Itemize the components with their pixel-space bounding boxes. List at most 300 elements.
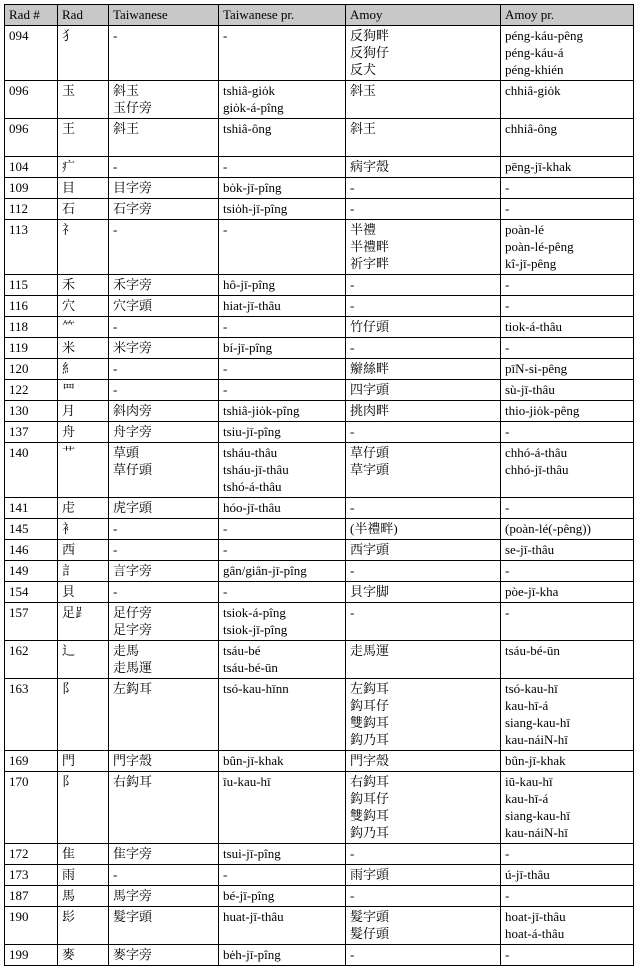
cell-amoy-name: [346, 359, 501, 380]
cell-line: bûn-jī-khak: [223, 753, 284, 768]
cell-line: 草頭: [113, 445, 140, 460]
cell-rad-number: [5, 380, 58, 401]
cell-taiwanese-name: [109, 751, 219, 772]
cell-line: 096: [9, 121, 29, 136]
cell-line: tiok-á-thâu: [505, 319, 563, 334]
table-row: [5, 865, 634, 886]
table-row: [5, 772, 634, 844]
cell-line: 116: [9, 298, 29, 313]
table-row: [5, 844, 634, 865]
cell-radical: [58, 945, 109, 966]
cell-line: 阝: [62, 681, 76, 696]
cell-rad-number: [5, 751, 58, 772]
cell-line: tshiâ-ông: [223, 121, 272, 136]
table-row: [5, 907, 634, 945]
cell-amoy-pronunciation: [501, 220, 634, 275]
cell-taiwanese-pronunciation: [219, 561, 346, 582]
cell-line: -: [113, 319, 118, 334]
cell-amoy-name: [346, 844, 501, 865]
cell-line: 舟字旁: [113, 424, 153, 439]
cell-taiwanese-name: [109, 498, 219, 519]
cell-line: tsó-kau-hīnn: [223, 681, 289, 696]
cell-amoy-name: [346, 26, 501, 81]
cell-line: 辶: [62, 643, 76, 658]
cell-radical: [58, 317, 109, 338]
cell-line: -: [505, 180, 510, 195]
cell-line: kau-hī-á: [505, 791, 549, 806]
cell-line: -: [505, 947, 510, 962]
table-row: [5, 81, 634, 119]
table-row: [5, 275, 634, 296]
cell-taiwanese-name: [109, 119, 219, 157]
cell-amoy-pronunciation: [501, 907, 634, 945]
header-row: [5, 5, 634, 26]
cell-line: 鈎耳仔: [350, 698, 390, 713]
cell-line: kau-hī-á: [505, 698, 549, 713]
cell-radical: [58, 199, 109, 220]
cell-radical: [58, 865, 109, 886]
cell-line: 石: [62, 201, 76, 216]
cell-rad-number: [5, 886, 58, 907]
table-row: [5, 603, 634, 641]
cell-line: 月: [62, 403, 76, 418]
cell-line: pòe-jī-kha: [505, 584, 559, 599]
cell-taiwanese-pronunciation: [219, 275, 346, 296]
cell-line: 祈字畔: [350, 256, 390, 271]
cell-amoy-pronunciation: [501, 519, 634, 540]
cell-amoy-name: [346, 498, 501, 519]
cell-line: -: [113, 542, 118, 557]
cell-taiwanese-pronunciation: [219, 679, 346, 751]
cell-line: giȯk-á-pîng: [223, 100, 284, 115]
cell-line: 104: [9, 159, 29, 174]
cell-amoy-pronunciation: [501, 582, 634, 603]
cell-line: 糹: [62, 361, 76, 376]
cell-line: hóo-jī-thâu: [223, 500, 281, 515]
cell-taiwanese-name: [109, 296, 219, 317]
cell-line: 玉: [62, 83, 76, 98]
cell-amoy-name: [346, 561, 501, 582]
cell-line: 斜肉旁: [113, 403, 153, 418]
cell-line: -: [113, 222, 118, 237]
cell-radical: [58, 603, 109, 641]
cell-line: -: [113, 361, 118, 376]
cell-line: tsáu-bé: [223, 643, 261, 658]
cell-rad-number: [5, 338, 58, 359]
cell-line: [113, 137, 214, 154]
cell-line: 鈎乃耳: [350, 732, 390, 747]
cell-line: 鈎乃耳: [350, 825, 390, 840]
cell-amoy-name: [346, 519, 501, 540]
cell-amoy-pronunciation: [501, 380, 634, 401]
cell-line: bȯk-jī-pîng: [223, 180, 282, 195]
cell-radical: [58, 81, 109, 119]
cell-line: 足仔旁: [113, 605, 153, 620]
cell-line: 113: [9, 222, 29, 237]
cell-taiwanese-pronunciation: [219, 498, 346, 519]
cell-line: 門字殼: [113, 753, 153, 768]
table-row: [5, 157, 634, 178]
cell-line: pīN-si-pêng: [505, 361, 568, 376]
cell-amoy-name: [346, 199, 501, 220]
cell-line: 竹仔頭: [350, 319, 390, 334]
cell-line: chhó-á-thâu: [505, 445, 568, 460]
cell-amoy-name: [346, 945, 501, 966]
cell-line: 禾字旁: [113, 277, 153, 292]
cell-amoy-pronunciation: [501, 641, 634, 679]
cell-line: 足字旁: [113, 622, 153, 637]
cell-taiwanese-pronunciation: [219, 81, 346, 119]
cell-rad-number: [5, 641, 58, 679]
cell-taiwanese-pronunciation: [219, 886, 346, 907]
cell-amoy-name: [346, 907, 501, 945]
cell-line: 髮仔頭: [350, 926, 390, 941]
cell-taiwanese-name: [109, 220, 219, 275]
cell-line: 草字頭: [350, 462, 390, 477]
cell-amoy-pronunciation: [501, 498, 634, 519]
cell-line: -: [223, 319, 228, 334]
table-row: [5, 422, 634, 443]
cell-line: tshiâ-jiȯk-pîng: [223, 403, 300, 418]
cell-line: 115: [9, 277, 29, 292]
radical-table-body: [5, 26, 634, 966]
cell-line: hô-jī-pîng: [223, 277, 275, 292]
column-header-rad-number: Rad #: [5, 5, 58, 26]
cell-line: 髮字頭: [350, 909, 390, 924]
cell-taiwanese-name: [109, 603, 219, 641]
cell-line: -: [505, 846, 510, 861]
cell-amoy-name: [346, 641, 501, 679]
cell-taiwanese-name: [109, 582, 219, 603]
cell-line: -: [350, 340, 355, 355]
cell-amoy-name: [346, 679, 501, 751]
cell-line: tsháu-thâu: [223, 445, 278, 460]
cell-line: -: [113, 584, 118, 599]
cell-line: 170: [9, 774, 29, 789]
cell-line: 094: [9, 28, 29, 43]
cell-rad-number: [5, 199, 58, 220]
cell-radical: [58, 561, 109, 582]
cell-line: 門: [62, 753, 76, 768]
cell-amoy-pronunciation: [501, 561, 634, 582]
cell-line: 左鈎耳: [113, 681, 153, 696]
cell-line: -: [350, 888, 355, 903]
cell-line: 隹字旁: [113, 846, 153, 861]
cell-radical: [58, 275, 109, 296]
cell-radical: [58, 296, 109, 317]
cell-line: 衤: [62, 521, 76, 536]
cell-amoy-pronunciation: [501, 317, 634, 338]
cell-rad-number: [5, 844, 58, 865]
cell-line: 米: [62, 340, 76, 355]
cell-line: 穴: [62, 298, 76, 313]
cell-line: tsiok-á-pîng: [223, 605, 286, 620]
cell-amoy-pronunciation: [501, 81, 634, 119]
cell-amoy-pronunciation: [501, 844, 634, 865]
cell-line: 右鈎耳: [350, 774, 390, 789]
cell-line: 走馬運: [350, 643, 390, 658]
cell-line: siang-kau-hī: [505, 715, 570, 730]
cell-line: ⺮: [62, 319, 76, 334]
cell-line: -: [505, 563, 510, 578]
cell-line: -: [505, 888, 510, 903]
cell-rad-number: [5, 540, 58, 561]
cell-amoy-pronunciation: [501, 865, 634, 886]
cell-taiwanese-name: [109, 157, 219, 178]
table-row: [5, 945, 634, 966]
cell-line: -: [505, 298, 510, 313]
cell-line: ú-jī-thâu: [505, 867, 550, 882]
cell-taiwanese-name: [109, 401, 219, 422]
cell-line: tsiu-jī-pîng: [223, 424, 281, 439]
cell-line: 096: [9, 83, 29, 98]
cell-radical: [58, 119, 109, 157]
cell-amoy-pronunciation: [501, 886, 634, 907]
cell-amoy-name: [346, 422, 501, 443]
cell-rad-number: [5, 178, 58, 199]
cell-line: -: [350, 947, 355, 962]
cell-radical: [58, 498, 109, 519]
cell-line: poàn-lé-pêng: [505, 239, 574, 254]
cell-amoy-name: [346, 582, 501, 603]
cell-taiwanese-name: [109, 519, 219, 540]
cell-line: -: [505, 340, 510, 355]
cell-radical: [58, 359, 109, 380]
table-row: [5, 220, 634, 275]
cell-taiwanese-pronunciation: [219, 582, 346, 603]
column-header-taiwanese: Taiwanese: [109, 5, 219, 26]
table-row: [5, 886, 634, 907]
cell-amoy-name: [346, 865, 501, 886]
cell-amoy-name: [346, 119, 501, 157]
cell-line: 米字旁: [113, 340, 153, 355]
cell-amoy-pronunciation: [501, 359, 634, 380]
cell-radical: [58, 220, 109, 275]
cell-line: 162: [9, 643, 29, 658]
cell-amoy-name: [346, 886, 501, 907]
table-row: [5, 679, 634, 751]
cell-amoy-pronunciation: [501, 26, 634, 81]
column-header-amoy: Amoy: [346, 5, 501, 26]
cell-amoy-name: [346, 178, 501, 199]
cell-line: tsó-kau-hī: [505, 681, 558, 696]
cell-line: 隹: [62, 846, 76, 861]
cell-line: 反狗畔: [350, 28, 390, 43]
table-row: [5, 519, 634, 540]
cell-line: gân/giân-jī-pîng: [223, 563, 307, 578]
cell-amoy-pronunciation: [501, 296, 634, 317]
cell-line: bé-jī-pîng: [223, 888, 275, 903]
cell-rad-number: [5, 81, 58, 119]
radical-table: [4, 4, 634, 966]
cell-amoy-pronunciation: [501, 119, 634, 157]
cell-line: 貝字脚: [350, 584, 390, 599]
cell-line: -: [350, 563, 355, 578]
cell-line: 163: [9, 681, 29, 696]
cell-line: 病字殼: [350, 159, 390, 174]
cell-radical: [58, 582, 109, 603]
cell-amoy-name: [346, 317, 501, 338]
cell-line: 疒: [62, 159, 76, 174]
cell-amoy-name: [346, 157, 501, 178]
cell-taiwanese-name: [109, 641, 219, 679]
cell-taiwanese-pronunciation: [219, 199, 346, 220]
cell-line: 199: [9, 947, 29, 962]
cell-line: 足⻊: [62, 605, 89, 620]
cell-line: -: [223, 159, 228, 174]
cell-line: -: [223, 867, 228, 882]
table-row: [5, 540, 634, 561]
cell-line: -: [223, 584, 228, 599]
cell-taiwanese-pronunciation: [219, 317, 346, 338]
cell-line: sù-jī-thâu: [505, 382, 555, 397]
cell-line: 訁: [62, 563, 76, 578]
cell-amoy-name: [346, 751, 501, 772]
cell-taiwanese-name: [109, 561, 219, 582]
cell-line: 146: [9, 542, 29, 557]
cell-radical: [58, 380, 109, 401]
cell-line: 髟: [62, 909, 76, 924]
cell-rad-number: [5, 603, 58, 641]
cell-amoy-pronunciation: [501, 751, 634, 772]
cell-line: iū-kau-hī: [505, 774, 553, 789]
cell-line: 145: [9, 521, 29, 536]
cell-line: hiat-jī-thâu: [223, 298, 281, 313]
cell-line: hoat-jī-thâu: [505, 909, 566, 924]
cell-line: -: [223, 361, 228, 376]
cell-line: 左鈎耳: [350, 681, 390, 696]
cell-line: bėh-jī-pîng: [223, 947, 281, 962]
cell-line: 130: [9, 403, 29, 418]
cell-line: -: [223, 222, 228, 237]
cell-line: 反狗仔: [350, 45, 390, 60]
cell-line: 118: [9, 319, 29, 334]
cell-taiwanese-pronunciation: [219, 338, 346, 359]
cell-taiwanese-pronunciation: [219, 772, 346, 844]
cell-rad-number: [5, 772, 58, 844]
cell-taiwanese-name: [109, 422, 219, 443]
cell-taiwanese-name: [109, 317, 219, 338]
cell-line: 目字旁: [113, 180, 153, 195]
cell-taiwanese-name: [109, 844, 219, 865]
cell-rad-number: [5, 422, 58, 443]
cell-taiwanese-name: [109, 772, 219, 844]
cell-taiwanese-name: [109, 26, 219, 81]
cell-taiwanese-name: [109, 380, 219, 401]
cell-line: tsáu-bé-ūn: [505, 643, 560, 658]
column-header-rad: Rad: [58, 5, 109, 26]
cell-radical: [58, 443, 109, 498]
cell-radical: [58, 772, 109, 844]
table-row: [5, 401, 634, 422]
cell-rad-number: [5, 296, 58, 317]
cell-line: chhiâ-giȯk: [505, 83, 561, 98]
cell-taiwanese-name: [109, 199, 219, 220]
cell-radical: [58, 679, 109, 751]
cell-line: kî-jī-pêng: [505, 256, 557, 271]
cell-radical: [58, 907, 109, 945]
cell-amoy-name: [346, 603, 501, 641]
cell-taiwanese-pronunciation: [219, 380, 346, 401]
cell-amoy-name: [346, 401, 501, 422]
cell-radical: [58, 519, 109, 540]
cell-line: siang-kau-hī: [505, 808, 570, 823]
cell-line: -: [505, 277, 510, 292]
cell-taiwanese-pronunciation: [219, 519, 346, 540]
cell-taiwanese-pronunciation: [219, 865, 346, 886]
cell-taiwanese-name: [109, 907, 219, 945]
cell-taiwanese-pronunciation: [219, 641, 346, 679]
cell-rad-number: [5, 119, 58, 157]
cell-line: 西: [62, 542, 76, 557]
cell-taiwanese-pronunciation: [219, 296, 346, 317]
cell-line: 艹: [62, 445, 76, 460]
cell-line: 石字旁: [113, 201, 153, 216]
cell-taiwanese-pronunciation: [219, 540, 346, 561]
cell-amoy-name: [346, 540, 501, 561]
table-row: [5, 359, 634, 380]
cell-line: 169: [9, 753, 29, 768]
cell-line: -: [505, 500, 510, 515]
cell-line: 目: [62, 180, 76, 195]
cell-taiwanese-pronunciation: [219, 220, 346, 275]
cell-line: 馬字旁: [113, 888, 153, 903]
table-row: [5, 26, 634, 81]
cell-line: 右鈎耳: [113, 774, 153, 789]
cell-amoy-name: [346, 772, 501, 844]
cell-line: 雨字頭: [350, 867, 390, 882]
cell-taiwanese-name: [109, 81, 219, 119]
cell-line: -: [350, 424, 355, 439]
cell-line: -: [350, 277, 355, 292]
cell-line: -: [505, 201, 510, 216]
cell-radical: [58, 641, 109, 679]
table-row: [5, 443, 634, 498]
cell-rad-number: [5, 498, 58, 519]
cell-line: poàn-lé: [505, 222, 544, 237]
table-row: [5, 178, 634, 199]
table-row: [5, 199, 634, 220]
cell-rad-number: [5, 401, 58, 422]
cell-line: 西字頭: [350, 542, 390, 557]
cell-line: 斜王: [113, 121, 140, 136]
cell-radical: [58, 422, 109, 443]
cell-taiwanese-name: [109, 443, 219, 498]
cell-taiwanese-pronunciation: [219, 178, 346, 199]
cell-rad-number: [5, 359, 58, 380]
cell-line: (poàn-lé(-pêng)): [505, 521, 591, 536]
cell-taiwanese-pronunciation: [219, 844, 346, 865]
cell-line: 半禮畔: [350, 239, 390, 254]
cell-line: 112: [9, 201, 29, 216]
cell-line: 舟: [62, 424, 76, 439]
cell-line: 反犬: [350, 62, 377, 77]
cell-line: 157: [9, 605, 29, 620]
cell-amoy-pronunciation: [501, 178, 634, 199]
table-row: [5, 561, 634, 582]
cell-line: tsáu-bé-ūn: [223, 660, 278, 675]
table-row: [5, 338, 634, 359]
cell-amoy-name: [346, 220, 501, 275]
cell-line: 走馬運: [113, 660, 153, 675]
cell-amoy-name: [346, 443, 501, 498]
cell-line: -: [350, 605, 355, 620]
cell-line: bí-jī-pîng: [223, 340, 273, 355]
cell-line: 半禮: [350, 222, 377, 237]
cell-line: 草仔頭: [350, 445, 390, 460]
table-row: [5, 751, 634, 772]
table-row: [5, 119, 634, 157]
